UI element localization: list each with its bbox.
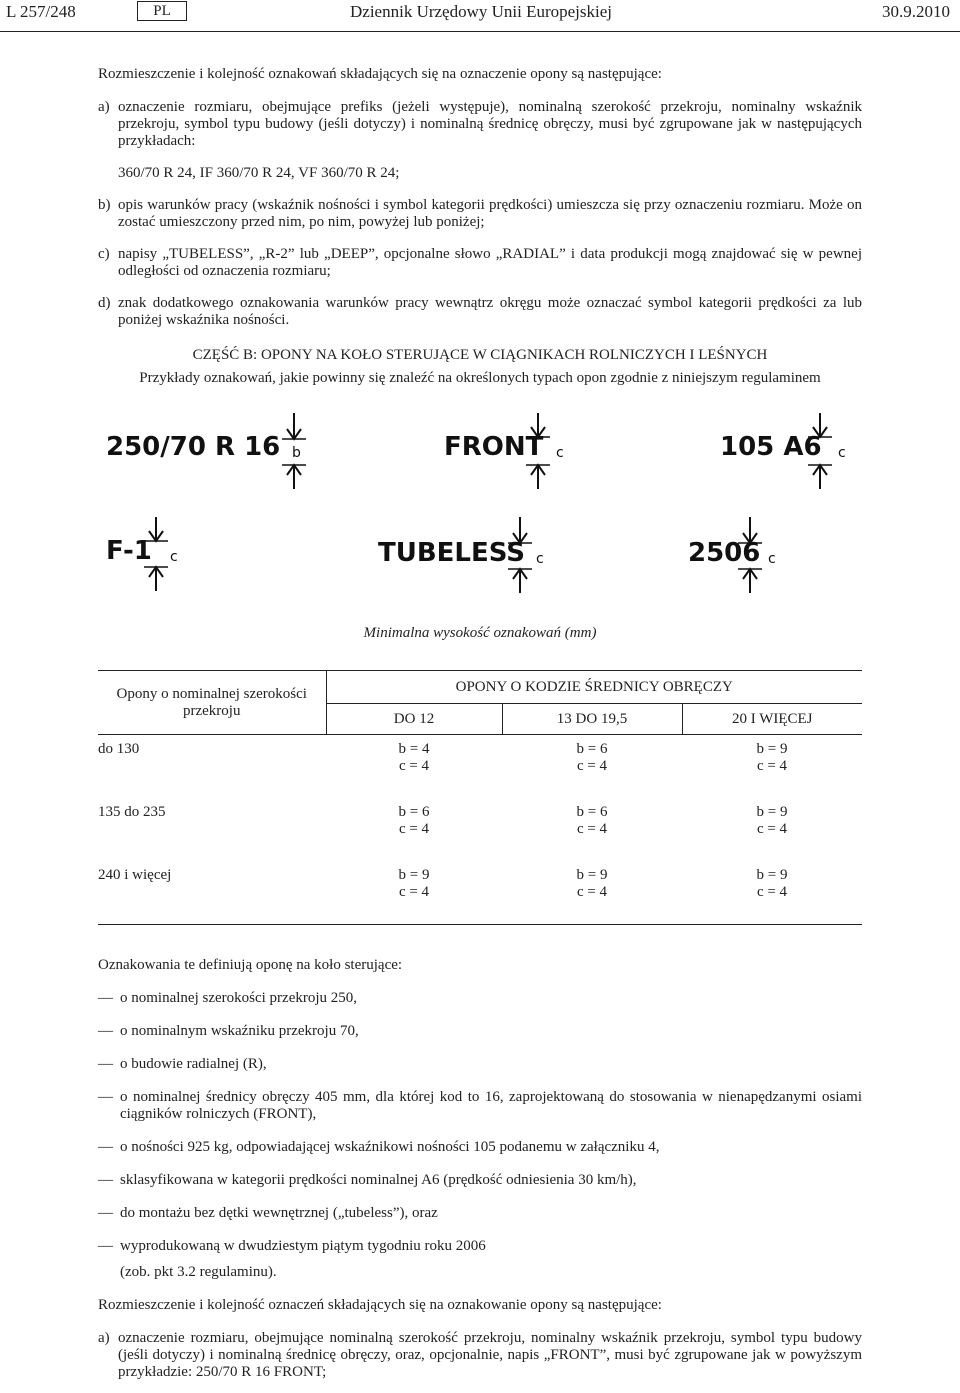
marking-example-date [688,513,798,593]
item-label: c) [98,246,110,262]
defines-intro: Oznakowania te definiują oponę na koło sterujące: [98,957,403,973]
min-height-table [98,670,862,925]
size-examples: 360/70 R 24, IF 360/70 R 24, VF 360/70 R 24; [118,165,400,181]
language-badge: PL [137,1,187,21]
item-text: oznaczenie rozmiaru, obejmujące nominalną szerokość przekroju, nominalny wskaźnik przekroju, symbol typu budowy (jeśli dotyczy) i nominalną średnicę obręczy, oraz, opcjonalnie, napis „FRONT”, musi być zgrupowane jak w powyższym przykładzie: 250/70 R 16 FRONT; [118,1330,862,1380]
definition-item: — sklasyfikowana w kategorii prędkości nominalnej A6 (prędkość odniesienia 30 km/h), [98,1172,637,1188]
definition-item: — o nominalnej średnicy obręczy 405 mm, dla której kod to 16, zaprojektowaną do stosowania w nienapędzanymi osiami ciągników rolniczych (FRONT), [98,1089,862,1122]
definition-item: — o nominalnym wskaźniku przekroju 70, [98,1023,359,1039]
table-cell: b = 6 c = 4 [576,741,608,774]
marking-letter: c [556,445,564,461]
intro-paragraph-2: Rozmieszczenie i kolejność oznaczeń składających się na oznakowanie opony są następujące: [98,1297,662,1313]
table-cell: b = 9 c = 4 [326,861,502,925]
table-cell: b = 9 c = 4 [756,804,788,837]
marking-text: 2506 [688,538,761,568]
page-header [0,0,960,32]
item-text: znak dodatkowego oznakowania warunków pracy wewnątrz okręgu może oznaczać symbol kategorii prędkości za lub poniżej wskaźnika nośności. [118,295,862,328]
list-item-c [98,246,862,280]
intro-paragraph: Rozmieszczenie i kolejność oznakowań składających się na oznaczenie opony są następujące: [98,66,662,82]
definition-item: — o budowie radialnej (R), [98,1056,267,1072]
item-text: opis warunków pracy (wskaźnik nośności i symbol kategorii prędkości) umieszcza się przy oznaczeniu rozmiaru. Może on zostać umieszczony przed nim, po nim, powyżej lub poniżej; [118,197,862,230]
item-label: d) [98,295,111,311]
marking-example-front [444,409,584,489]
list-item-d [98,295,862,329]
marking-examples-row-2 [98,513,862,613]
table-cell: b = 6 c = 4 [576,804,608,837]
journal-title: Dziennik Urzędowy Unii Europejskiej [350,2,613,21]
item-text: napisy „TUBELESS”, „R-2” lub „DEEP”, opcjonalne słowo „RADIAL” i data produkcji mogą znajdować się w pewnej odległości od oznaczenia rozmiaru; [118,246,862,279]
marking-letter: b [292,445,301,461]
list-item-b [98,197,862,231]
item-label: a) [98,99,110,115]
table-header-group: OPONY O KODZIE ŚREDNICY OBRĘCZY [326,671,862,704]
table-header-width: Opony o nominalnej szerokości przekroju [98,671,326,735]
marking-text: 250/70 R 16 [106,432,281,462]
marking-text: F-1 [106,536,152,566]
table-col-header: 20 I WIĘCEJ [682,704,862,735]
item-label: a) [98,1330,110,1346]
marking-letter: c [768,551,776,567]
page-reference: L 257/248 [6,2,76,21]
marking-example-load-speed [720,409,860,489]
table-row-label: do 130 [98,741,140,757]
marking-text: 105 A6 [720,432,822,462]
table-caption: Minimalna wysokość oznakowań (mm) [363,625,597,641]
section-title: CZĘŚĆ B: OPONY NA KOŁO STERUJĄCE W CIĄGNIKACH ROLNICZYCH I LEŚNYCH [192,347,768,363]
marking-text: TUBELESS [378,538,526,568]
marking-example-size [106,409,316,489]
document-body [98,66,862,1381]
marking-text: FRONT [444,432,544,462]
table-cell: b = 6 c = 4 [398,804,430,837]
examples-intro: Przykłady oznakowań, jakie powinny się znaleźć na określonych typach opon zgodnie z niniejszym regulaminem [139,370,821,386]
definition-item: — o nośności 925 kg, odpowiadającej wskaźnikowi nośności 105 podanemu w załączniku 4, [98,1139,660,1155]
table-col-header: DO 12 [326,704,502,735]
item-label: b) [98,197,111,213]
header-rule [0,31,960,32]
marking-example-f1 [106,513,206,593]
table-cell: b = 4 c = 4 [398,741,430,774]
marking-examples-row-1 [98,409,862,513]
definition-item: — do montażu bez dętki wewnętrznej („tubeless”), oraz [98,1205,438,1221]
list-item-a [98,99,862,150]
publication-date: 30.9.2010 [882,2,950,21]
marking-letter: c [536,551,544,567]
table-cell: b = 9 c = 4 [502,861,682,925]
table-cell: b = 9 c = 4 [756,741,788,774]
item-text: oznaczenie rozmiaru, obejmujące prefiks (jeżeli występuje), nominalną szerokość przekroju, nominalny wskaźnik przekroju, symbol typu budowy (jeśli dotyczy) i nominalną średnicę obręczy, musi być zgrupowane jak w następujących przykładach: [118,99,862,149]
see-note: (zob. pkt 3.2 regulaminu). [120,1264,277,1280]
list-item-a2 [98,1330,862,1381]
marking-letter: c [170,549,178,565]
table-row-label: 240 i więcej [98,861,326,925]
marking-example-tubeless [378,513,568,593]
definition-item: — o nominalnej szerokości przekroju 250, [98,990,358,1006]
table-row-label: 135 do 235 [98,804,166,820]
table-col-header: 13 DO 19,5 [502,704,682,735]
definition-item: — wyprodukowaną w dwudziestym piątym tygodniu roku 2006 [98,1238,486,1254]
table-cell: b = 9 c = 4 [682,861,862,925]
marking-letter: c [838,445,846,461]
